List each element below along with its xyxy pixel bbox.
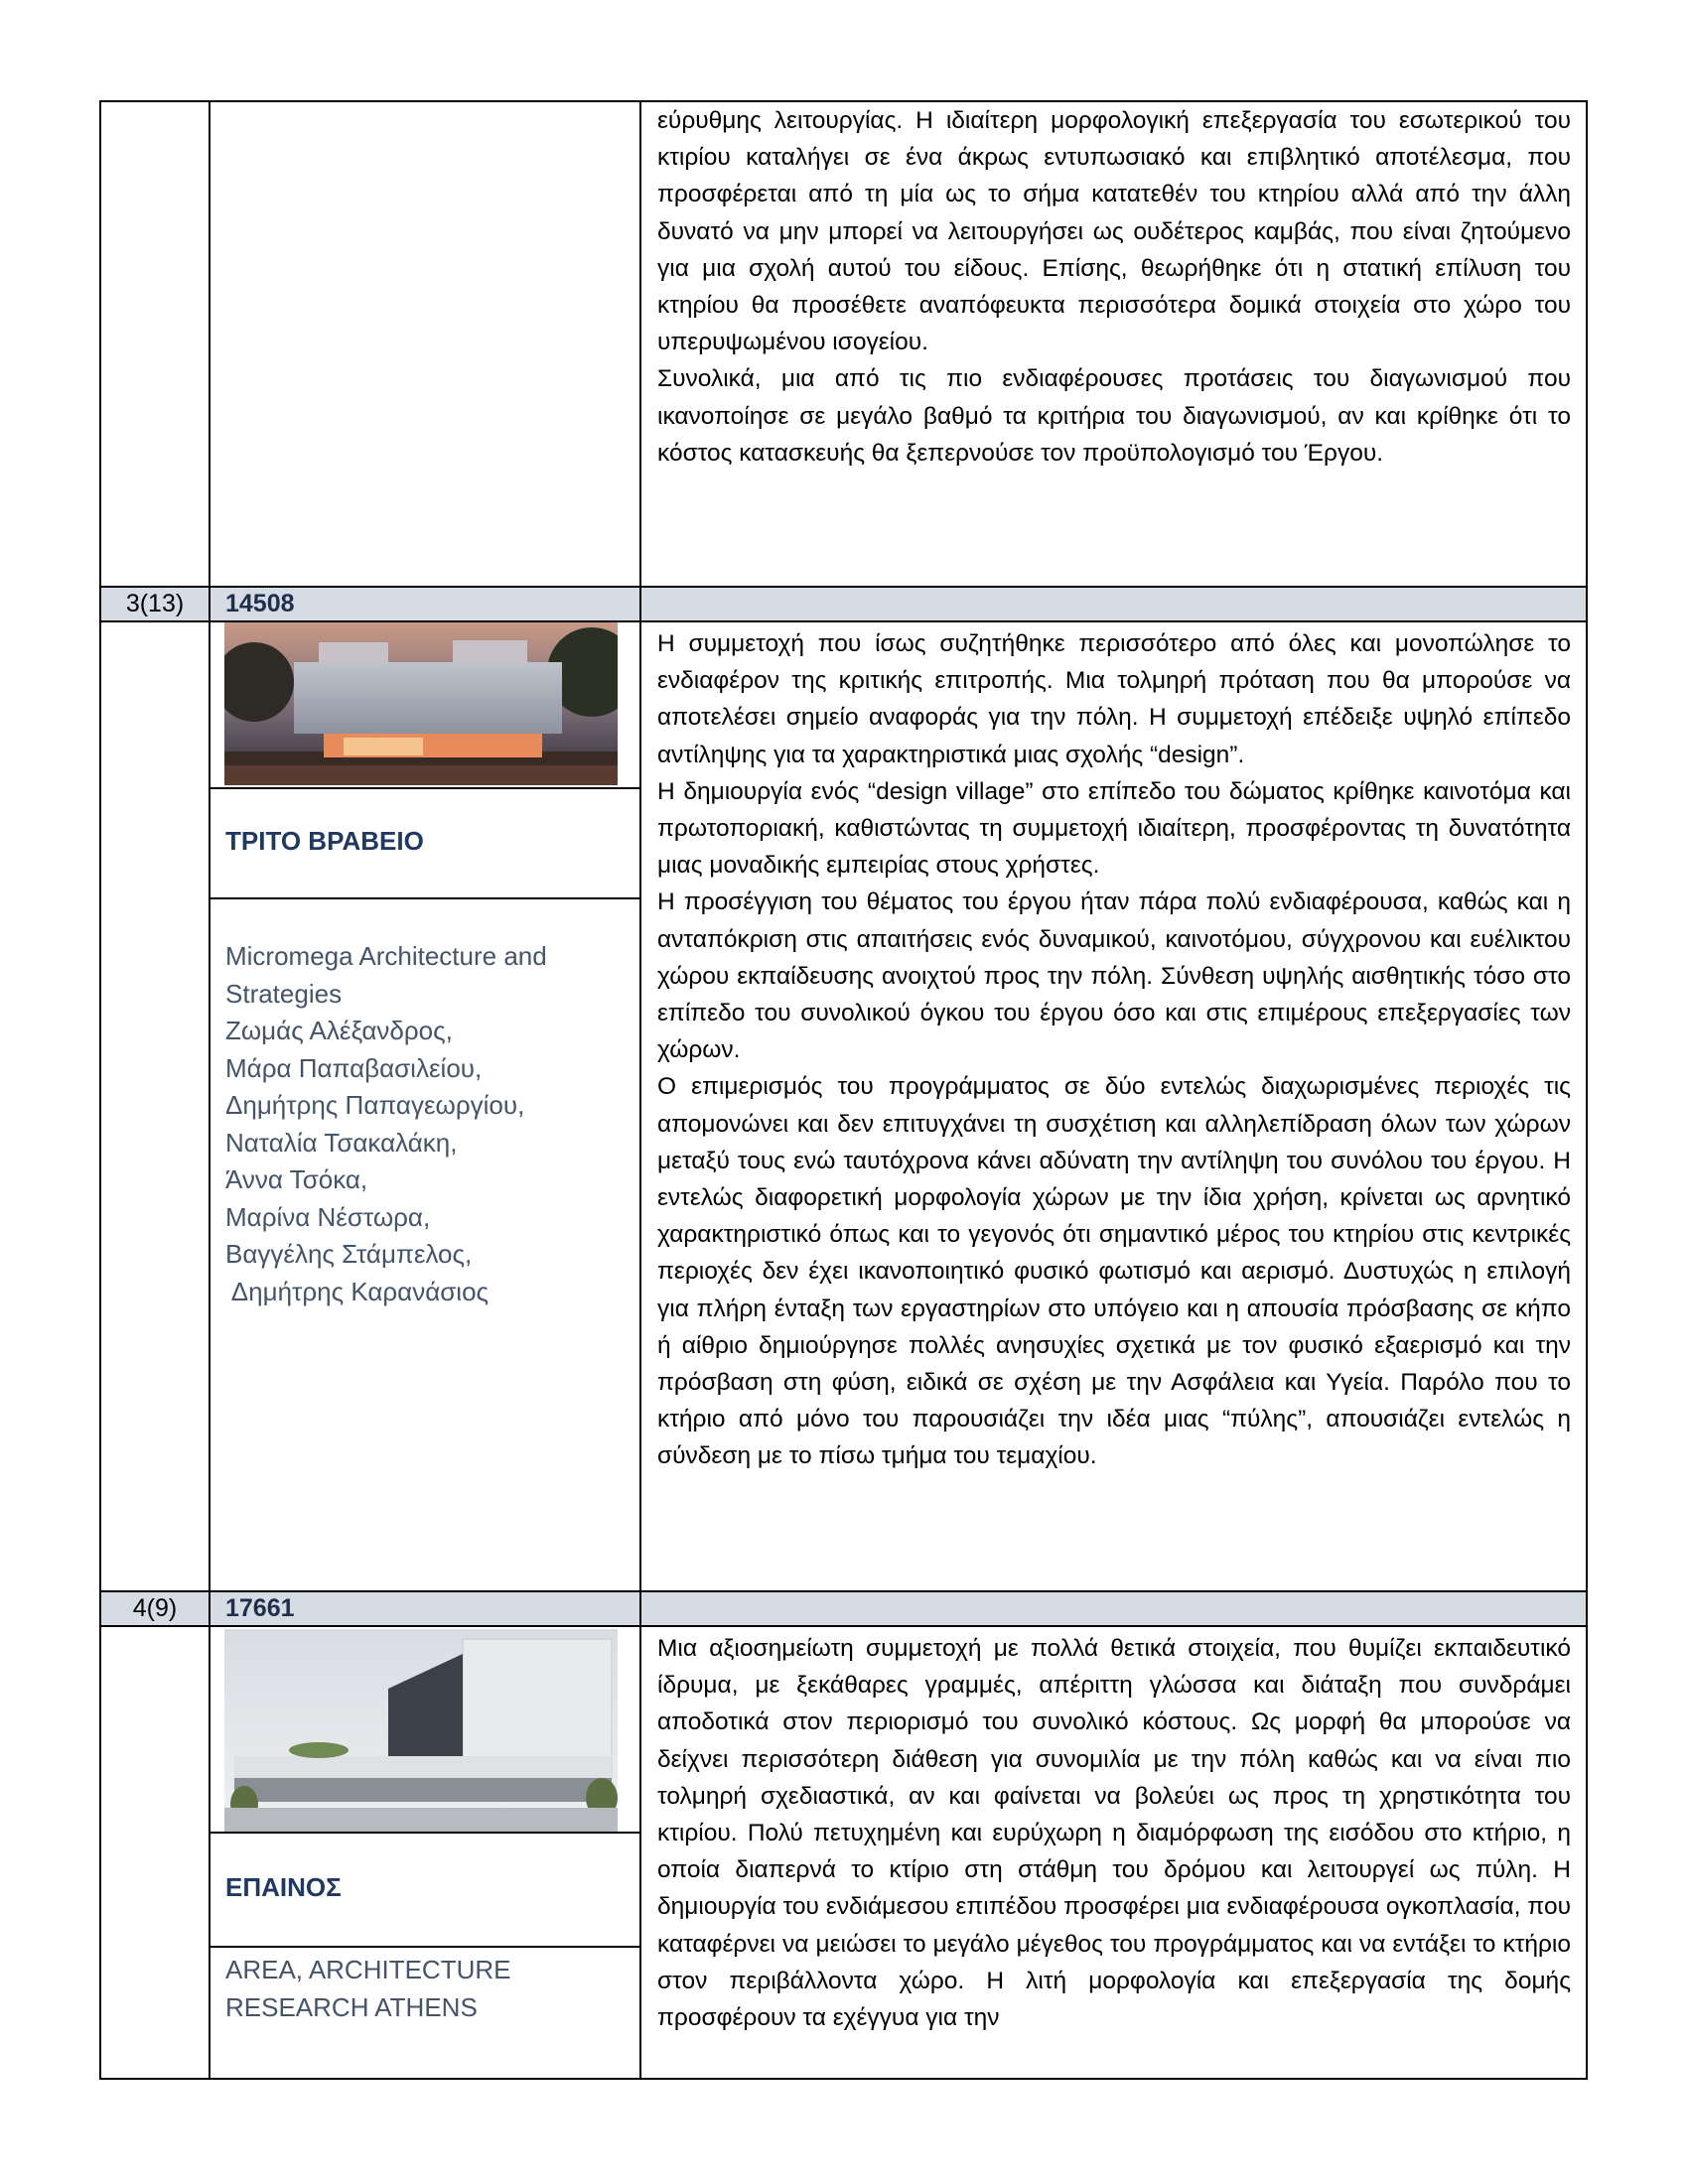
table-border: [99, 1625, 1588, 1627]
author-line: Δημήτρης Παπαγεωργίου,: [225, 1090, 525, 1120]
paragraph: εύρυθμης λειτουργίας. Η ιδιαίτερη μορφολογική επεξεργασία του εσωτερικού του κτιρίου καταλήγει σε ένα άκρως εντυπωσιακό και επιβλητικό αποτέλεσμα, που προσφέρεται από τη μία ως το σήμα κατατεθέν του κτηρίου αλλά από την άλλη δυνατό να μην μπορεί να λειτουργήσει ως ουδέτερος καμβάς, που είναι ζητούμενο για μια σχολή αυτού του είδους. Επίσης, θεωρήθηκε ότι η στατική επίλυση του κτηρίου θα προσέθετε αναπόφευκτα περισσότερα δομικά στοιχεία στο χώρο του υπερυψωμένου ισογείου.: [657, 107, 1571, 356]
table-border: [209, 100, 211, 2080]
entry-header-band: [100, 1591, 1587, 1626]
entry-rank: 4(9): [132, 1594, 178, 1622]
author-line: Ζωμάς Αλέξανδρος,: [225, 1016, 453, 1045]
authors-list: [225, 938, 633, 1310]
paragraph: Η δημιουργία ενός “design village” στο επίπεδο του δώματος κρίθηκε καινοτόμα και πρωτοποριακή, καθιστώντας τη συμμετοχή ιδιαίτερη, προσφέροντας τη δυνατότητα μιας μοναδικής εμπειρίας στους χρήστες.: [657, 777, 1571, 880]
table-border: [99, 1590, 1588, 1592]
author-line: Strategies: [225, 978, 343, 1009]
table-border: [1586, 100, 1588, 2080]
authors-list: [225, 1952, 633, 2026]
award-title: ΤΡΙΤΟ ΒΡΑΒΕΙΟ: [225, 826, 424, 856]
rendering-image-17661: [224, 1629, 618, 1832]
continuation-text: [657, 102, 1571, 472]
table-border: [209, 1946, 640, 1948]
table-border: [99, 586, 1588, 588]
paragraph: Η προσέγγιση του θέματος του έργου ήταν πάρα πολύ ενδιαφέρουσα, καθώς και η ανταπόκριση στις απαιτήσεις ενός δυναμικού, καινοτόμου, σύγχρονου και ευέλικτου χώρου εκπαίδευσης ανοιχτού προς την πόλη. Σύνθεση υψηλής αισθητικής τόσο στο επίπεδο του συνολικού όγκου του έργου όσο και στις επιμέρους επεξεργασίες των χώρων.: [657, 888, 1571, 1064]
paragraph: Η συμμετοχή που ίσως συζητήθηκε περισσότερο από όλες και μονοπώλησε το ενδιαφέρον της κριτικής επιτροπής. Μια τολμηρή πρόταση που θα μπορούσε να αποτελέσει σημείο αναφοράς για την πόλη. Η συμμετοχή επέδειξε υψηλό επίπεδο αντίληψης για τα χαρακτηριστικά μιας σχολής “design”.: [657, 630, 1571, 768]
table-border: [639, 100, 641, 2080]
entry-rank: 3(13): [125, 590, 185, 617]
author-line: RESEARCH ATHENS: [225, 1991, 478, 2022]
paragraph: Μια αξιοσημείωτη συμμετοχή με πολλά θετικά στοιχεία, που θυμίζει εκπαιδευτικό ίδρυμα, με ξεκάθαρες γραμμές, απέριττη γλώσσα και διάταξη που συνδράμει αποδοτικά στον περιορισμό του συνολικό κόστους. Ως μορφή θα μπορούσε να δείχνει περισσότερη διάθεση για συνομιλία με την πόλη καθώς και να είναι πιο τολμηρή σχεδιαστικά, αν και φαίνεται να βολεύει ως προς τη χρηστικότητα του κτιρίου. Πολύ πετυχημένη και ευρύχωρη η διαμόρφωση της εισόδου στο κτήριο, η οποία διαπερνά το κτίριο στη στάθμη του δρόμου και λειτουργεί ως πύλη. Η δημιουργία του ενδιάμεσου επιπέδου προσφέρει μια ενδιαφέρουσα ογκοπλασία, που καταφέρνει να μειώσει το μεγάλο μέγεθος του προγράμματος και να εντάξει το κτήριο στον περιβάλλοντα χώρο. Η λιτή μορφολογία και επεξεργασία της δομής προσφέρουν τα εχέγγυα για την: [657, 1635, 1571, 2032]
jury-comment-text: [657, 1630, 1571, 2036]
table-border: [209, 897, 640, 899]
author-line: Ναταλία Τσακαλάκη,: [225, 1127, 458, 1158]
table-border: [209, 1832, 640, 1834]
author-line: Άννα Τσόκα,: [225, 1164, 368, 1194]
author-line: Μάρα Παπαβασιλείου,: [225, 1052, 483, 1083]
table-border: [209, 787, 640, 789]
author-line: Βαγγέλης Στάμπελος,: [225, 1239, 473, 1269]
author-line: AREA, ARCHITECTURE: [225, 1955, 511, 1984]
table-border: [99, 100, 101, 2080]
rendering-image-14508: [224, 622, 618, 785]
author-line: Micromega Architecture and: [225, 941, 547, 971]
author-line: Δημήτρης Καρανάσιος: [225, 1276, 490, 1306]
entry-header-band: [100, 587, 1587, 621]
table-border: [99, 2078, 1588, 2080]
entry-code: 17661: [225, 1594, 295, 1622]
author-line: Μαρίνα Νέστωρα,: [225, 1201, 431, 1232]
paragraph: Ο επιμερισμός του προγράμματος σε δύο εντελώς διαχωρισμένες περιοχές τις απομονώνει και δεν επιτυγχάνει τη συσχέτιση και αλληλεπίδραση όλων των χώρων μεταξύ τους ενώ ταυτόχρονα κάνει αδύνατη την αντίληψη του συνόλου του έργου. Η εντελώς διαφορετική μορφολογία χώρων με την ίδια χρήση, κρίνεται ως αρνητικό χαρακτηριστικό όπως και το γεγονός ότι σημαντικό μέρος του κτηρίου στις κεντρικές περιοχές δεν έχει ικανοποιητικό φυσικό φωτισμό και αερισμό. Δυστυχώς η επιλογή για πλήρη ένταξη των εργαστηρίων στο υπόγειο και η απουσία πρόσβασης σε κήπο ή αίθριο δημιούργησε πολλές ανησυχίες σχετικά με τον φυσικό εξαερισμό και την πρόσβαση στη φύση, ειδικά σε σχέση με την Ασφάλεια και Υγεία. Παρόλο που το κτήριο από μόνο του παρουσιάζει την ιδέα μιας “πύλης”, απουσιάζει εντελώς η σύνδεση με το πίσω τμήμα του τεμαχίου.: [657, 1073, 1571, 1470]
paragraph: Συνολικά, μια από τις πιο ενδιαφέρουσες προτάσεις του διαγωνισμού που ικανοποίησε σε μεγάλο βαθμό τα κριτήρια του διαγωνισμού, αν και κρίθηκε ότι το κόστος κατασκευής θα ξεπερνούσε τον προϋπολογισμό του Έργου.: [657, 365, 1571, 467]
jury-comment-text: [657, 625, 1571, 1475]
entry-code: 14508: [225, 590, 295, 617]
award-title: ΕΠΑΙΝΟΣ: [225, 1872, 342, 1902]
